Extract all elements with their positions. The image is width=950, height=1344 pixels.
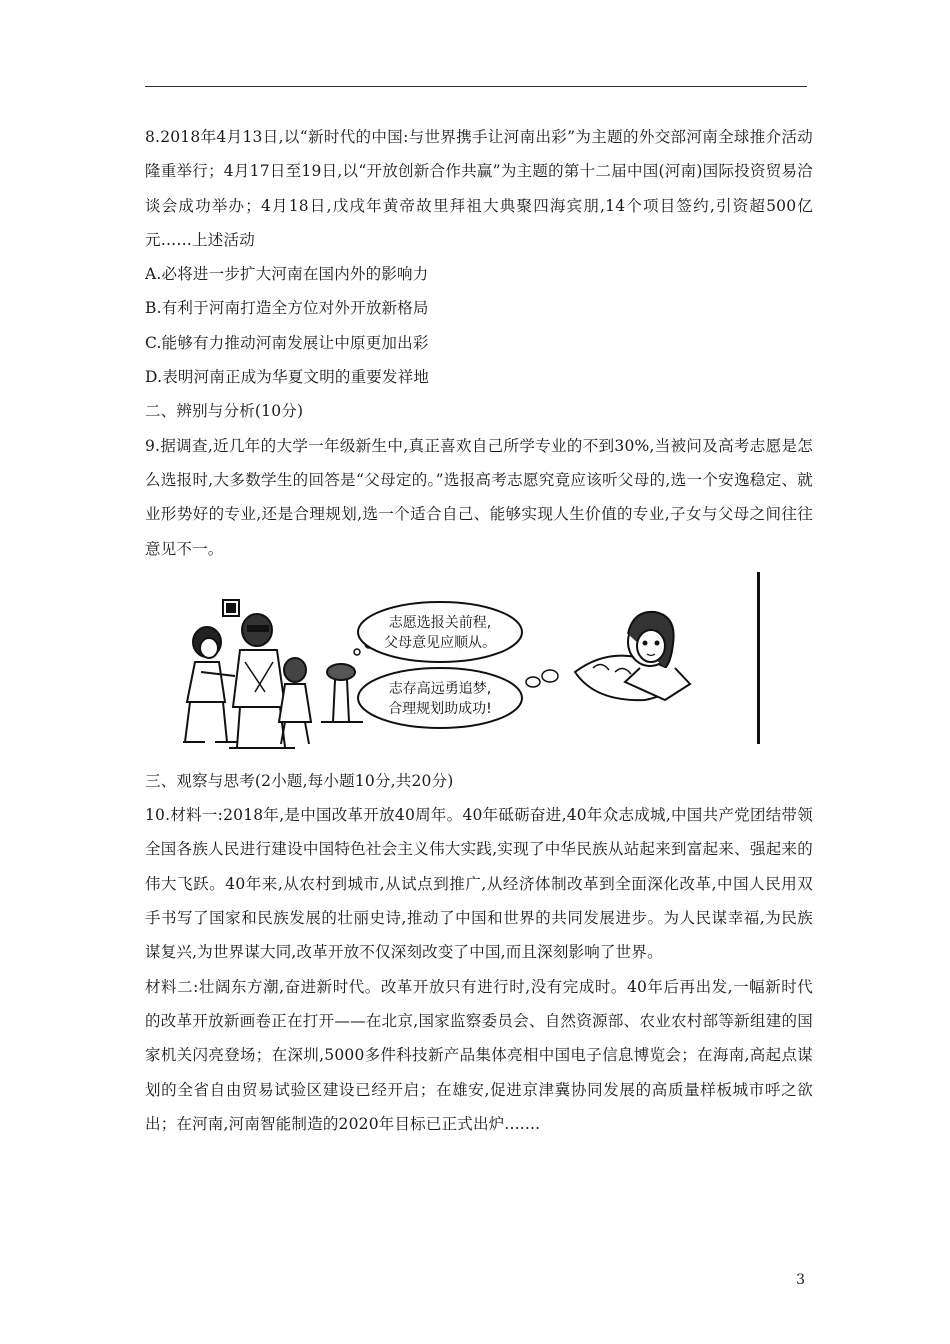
cartoon-svg (145, 572, 813, 762)
section-3-heading: 三、观察与思考(2小题,每小题10分,共20分) (145, 771, 454, 790)
header-rule (145, 86, 807, 87)
bubble-2-line-2: 合理规划助成功! (388, 700, 492, 717)
question-8-option-a: A.必将进一步扩大河南在国内外的影响力 (145, 265, 429, 284)
parents-figure (183, 600, 363, 748)
thought-dot (354, 649, 360, 655)
bubble-2-line-1: 志存高远勇追梦, (388, 680, 492, 697)
document-body (145, 120, 813, 1141)
student-figure (575, 612, 690, 700)
question-8-option-d: D.表明河南正成为华夏文明的重要发祥地 (145, 368, 430, 387)
bubble-1-line-1: 志愿选报关前程, (388, 614, 492, 631)
speech-bubble-parents (358, 602, 522, 662)
question-8-stem: 8.2018年4月13日,以“新时代的中国:与世界携手让河南出彩”为主题的外交部河南全球推介活动隆重举行；4月17日至19日,以“开放创新合作共赢”为主题的第十二届中国(河南)国际投资贸易洽谈会成功举办；4月18日,戊戌年黄帝故里拜祖大典聚四海宾朋,14个项目签约,引资超500亿元……上述活动 (145, 128, 813, 249)
question-10-material-2: 材料二:壮阔东方潮,奋进新时代。改革开放只有进行时,没有完成时。40年后再出发,一幅新时代的改革开放新画卷正在打开——在北京,国家监察委员会、自然资源部、农业农村部等新组建的国家机关闪亮登场；在深圳,5000多件科技新产品集体亮相中国电子信息博览会；在海南,高起点谋划的全省自由贸易试验区建设已经开启；在雄安,促进京津冀协同发展的高质量样板城市呼之欲出；在河南,河南智能制造的2020年目标已正式出炉....... (145, 977, 813, 1133)
vertical-bar (757, 572, 760, 744)
thought-dot (526, 677, 540, 687)
page-number: 3 (796, 1272, 805, 1288)
speech-bubble-student (358, 668, 522, 728)
question-8-option-c: C.能够有力推动河南发展让中原更加出彩 (145, 333, 429, 352)
thought-dot (542, 670, 558, 682)
section-2-heading: 二、辨别与分析(10分) (145, 402, 304, 421)
cartoon-illustration (145, 572, 813, 762)
question-9-stem: 9.据调查,近几年的大学一年级新生中,真正喜欢自己所学专业的不到30%,当被问及高考志愿是怎么选报时,大多数学生的回答是“父母定的。”选报高考志愿究竟应该听父母的,选一个安逸稳定、就业形势好的专业,还是合理规划,选一个适合自己、能够实现人生价值的专业,子女与父母之间往往意见不一。 (145, 436, 813, 558)
bubble-1-line-2: 父母意见应顺从。 (384, 634, 496, 651)
question-8-option-b: B.有利于河南打造全方位对外开放新格局 (145, 299, 429, 318)
question-10-material-1: 10.材料一:2018年,是中国改革开放40周年。40年砥砺奋进,40年众志成城,中国共产党团结带领全国各族人民进行建设中国特色社会主义伟大实践,实现了中华民族从站起来到富起来、强起来的伟大飞跃。40年来,从农村到城市,从试点到推广,从经济体制改革到全面深化改革,中国人民用双手书写了国家和民族发展的壮丽史诗,推动了中国和世界的共同发展进步。为人民谋幸福,为民族谋复兴,为世界谋大同,改革开放不仅深刻改变了中国,而且深刻影响了世界。 (145, 806, 813, 962)
